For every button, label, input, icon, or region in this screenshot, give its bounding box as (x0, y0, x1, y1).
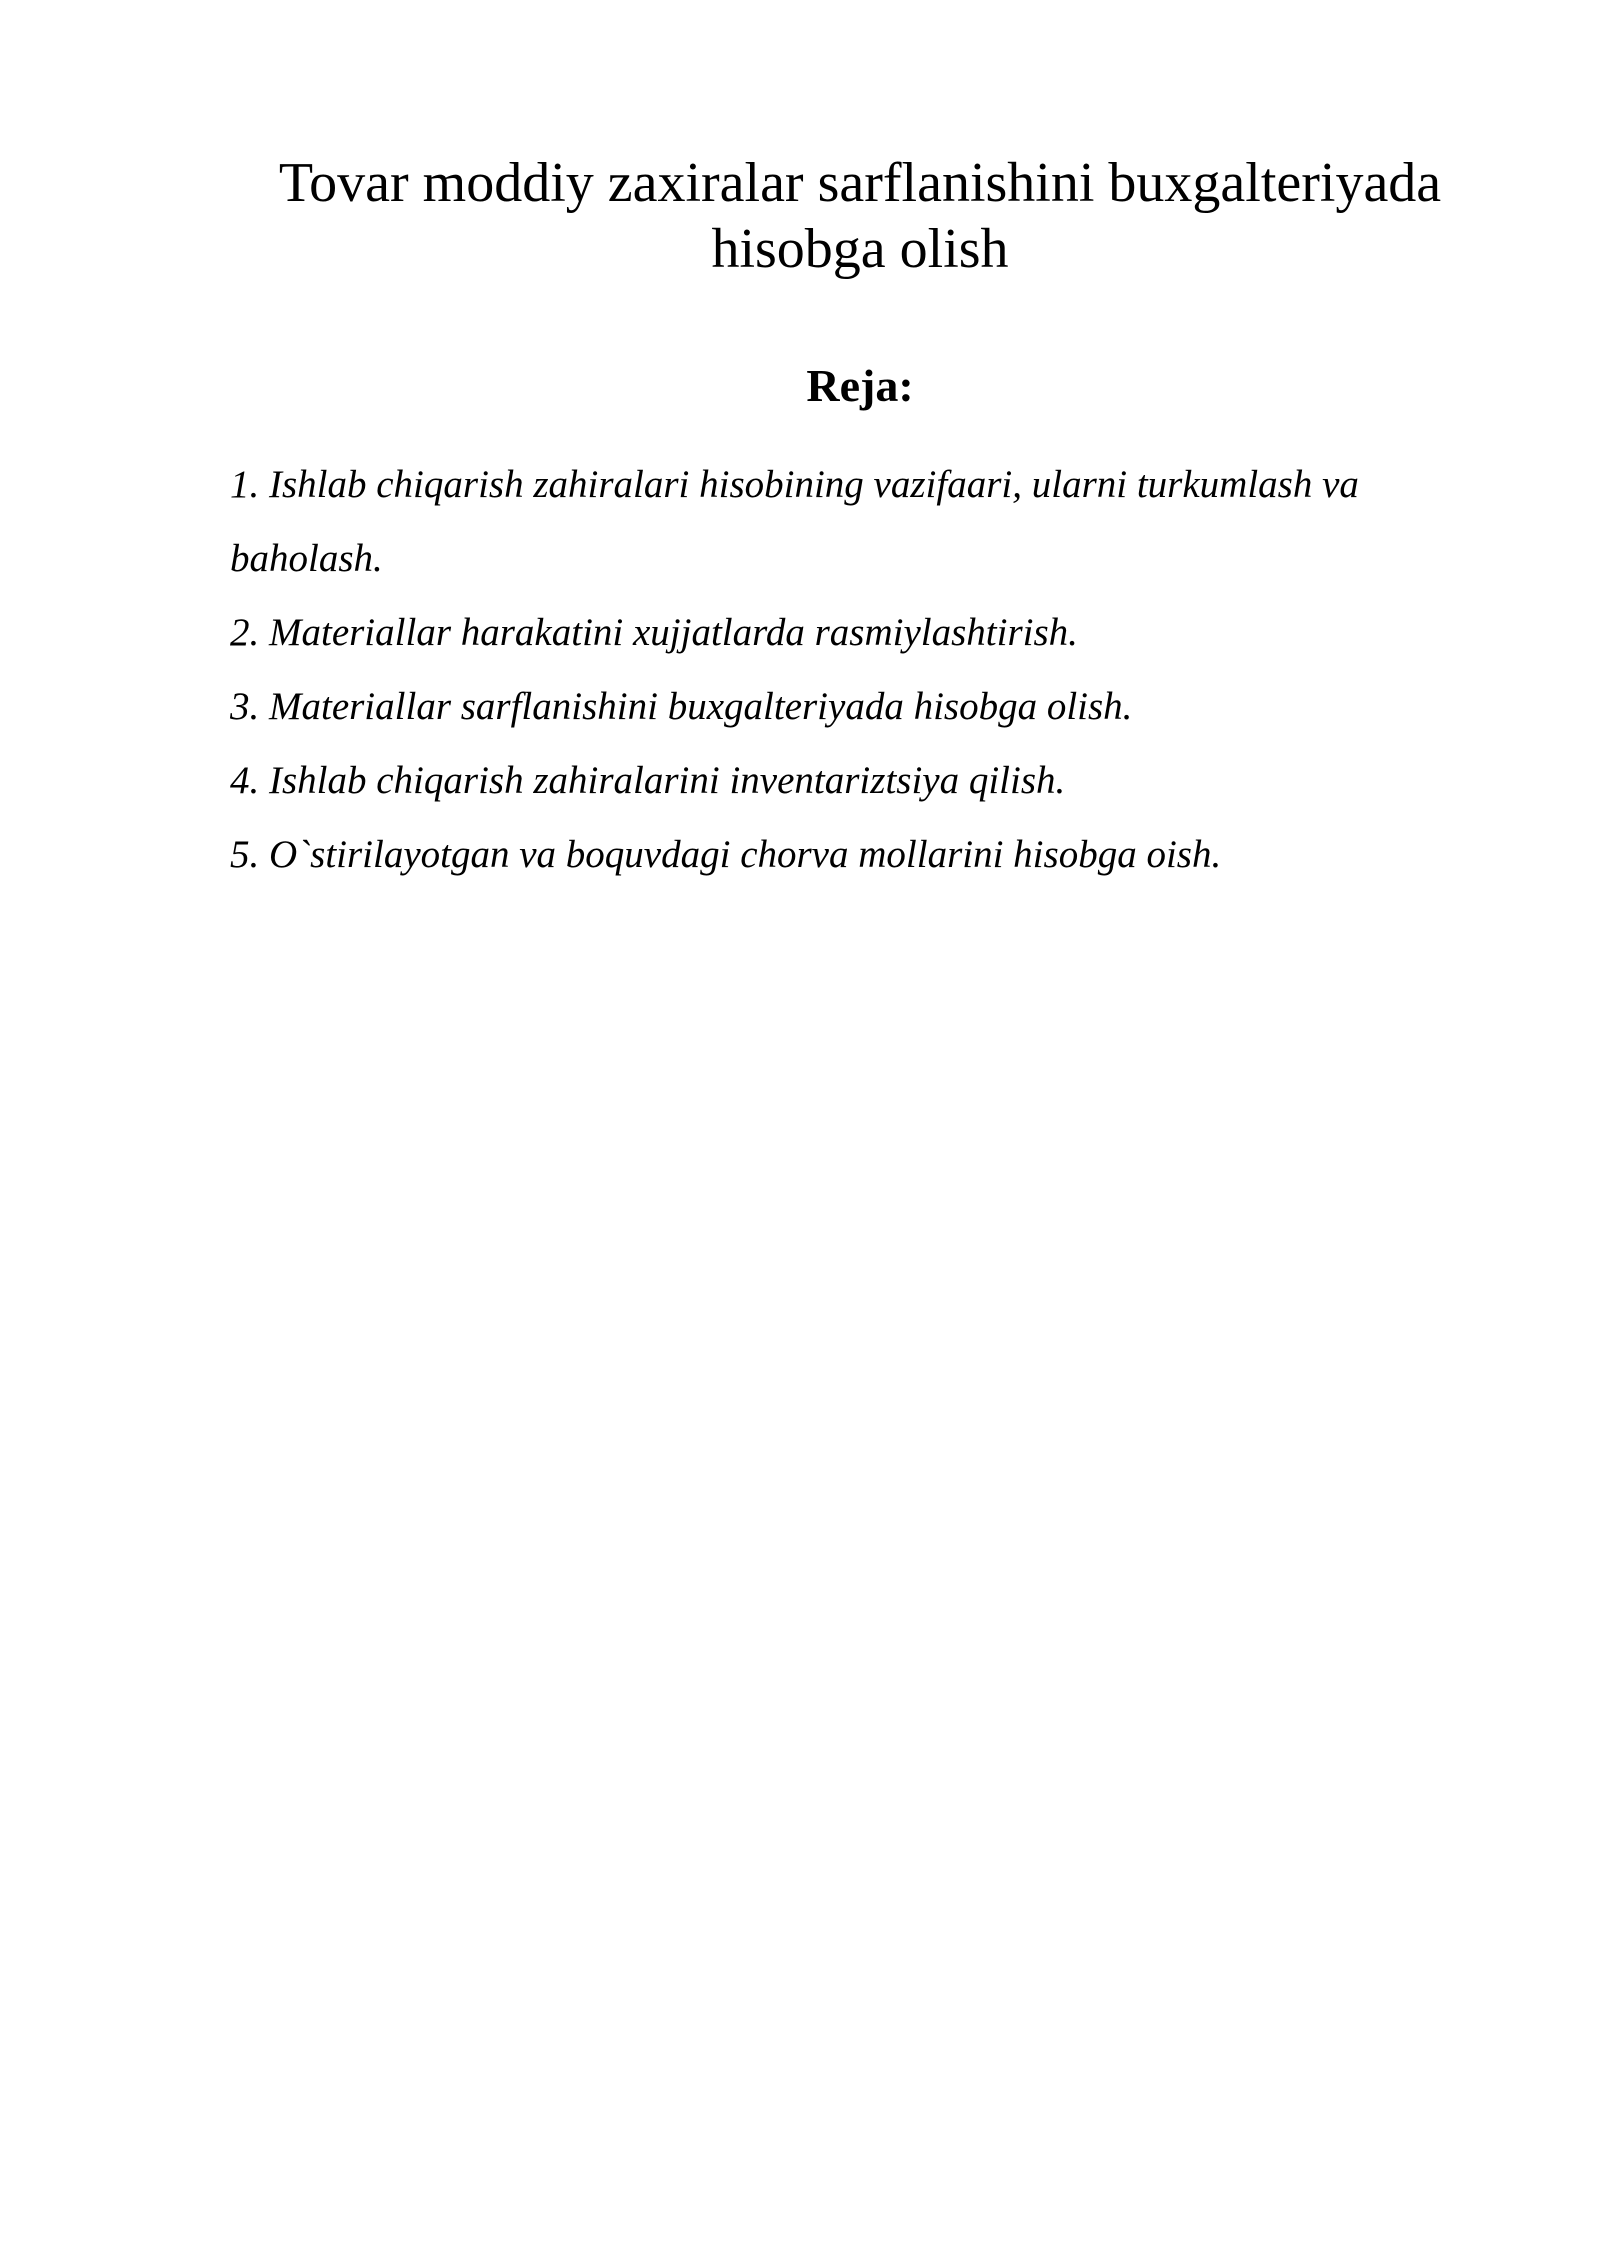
plan-item: 2. Materiallar harakatini xujjatlarda rasmiylashtirish. (230, 611, 1078, 654)
plan-item: 4. Ishlab chiqarish zahiralarini inventariztsiya qilish. (230, 759, 1066, 802)
plan-heading: Reja: (806, 360, 914, 411)
plan-item: 5. O`stirilayotgan va boquvdagi chorva mollarini hisobga oish. (230, 833, 1222, 876)
plan-item: 3. Materiallar sarflanishini buxgalteriyada hisobga olish. (230, 685, 1133, 728)
plan-item: 1. Ishlab chiqarish zahiralari hisobining vazifaari, ularni turkumlash va baholash. (230, 463, 1359, 580)
document-title (200, 150, 1520, 282)
plan-list (230, 448, 1520, 892)
title-line: Tovar moddiy zaxiralar sarflanishini buxgalteriyada (278, 152, 1442, 214)
title-line: hisobga olish (711, 218, 1009, 280)
